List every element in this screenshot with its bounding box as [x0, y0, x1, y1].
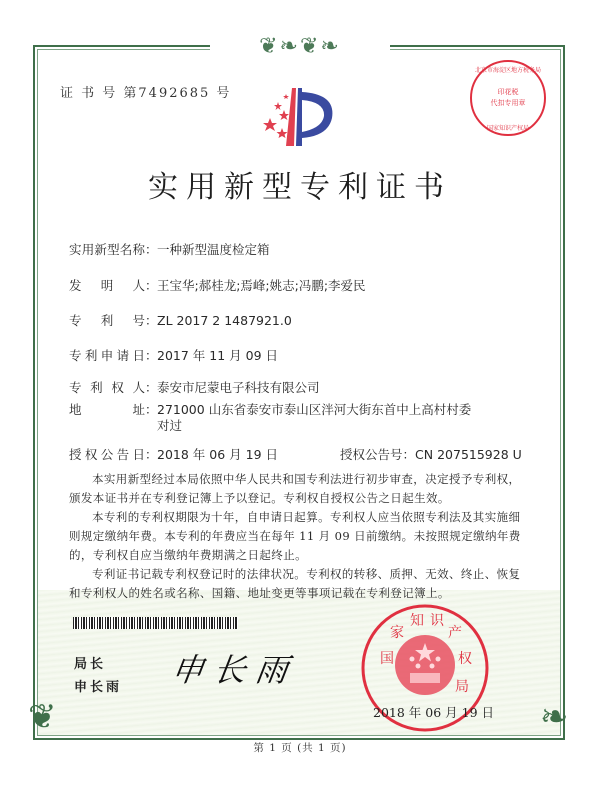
field-value: 一种新型温度检定箱 — [157, 242, 270, 257]
field-label: 发明人 — [69, 278, 145, 293]
field-inventors: 发明人：王宝华;郝桂龙;焉峰;姚志;冯鹏;李爱民 — [69, 278, 366, 293]
svg-text:国家知识产权局: 国家知识产权局 — [486, 125, 530, 132]
cnipa-logo-icon — [258, 80, 338, 150]
field-label: 专利申请日 — [69, 348, 145, 363]
barcode — [73, 617, 238, 629]
signatory-name: 申长雨 — [74, 680, 123, 695]
svg-text:识: 识 — [430, 613, 444, 629]
certificate-title: 实用新型专利证书 — [148, 170, 452, 205]
field-value: 2018 年 06 月 19 日 — [157, 447, 278, 462]
field-utility-model-name: 实用新型名称：一种新型温度检定箱 — [69, 242, 270, 257]
svg-text:产: 产 — [448, 625, 462, 641]
svg-text:国: 国 — [380, 651, 394, 667]
field-value: 王宝华;郝桂龙;焉峰;姚志;冯鹏;李爱民 — [157, 278, 366, 293]
field-patent-number: 专利号：ZL 2017 2 1487921.0 — [69, 313, 292, 328]
seal-date: 2018 年 06 月 19 日 — [373, 705, 494, 720]
top-ornament-icon: ❦❧❦❧ — [210, 36, 390, 58]
svg-text:北京市海淀区地方税务局: 北京市海淀区地方税务局 — [474, 67, 542, 74]
svg-text:代扣专用章: 代扣专用章 — [490, 99, 526, 107]
svg-text:知: 知 — [410, 613, 424, 629]
field-label: 地址 — [69, 402, 145, 417]
field-label: 授权公告日 — [69, 447, 145, 462]
field-publication-number: 授权公告号：CN 207515928 U — [340, 447, 522, 462]
svg-text:印花税: 印花税 — [497, 88, 519, 96]
certificate-number: 证 书 号 第7492685 号 — [60, 86, 232, 101]
corner-ornament-bottom-left-icon: ❦ — [28, 697, 57, 737]
field-grant-announcement-date: 授权公告日：2018 年 06 月 19 日 — [69, 447, 278, 462]
field-label: 实用新型名称 — [69, 242, 145, 257]
field-label: 专利权人 — [69, 380, 145, 395]
field-value: 泰安市尼蒙电子科技有限公司 — [157, 380, 320, 395]
field-address-line2: 对过 — [157, 418, 183, 433]
paragraph-legal-status: 专利证书记载专利权登记时的法律状况。专利权的转移、质押、无效、终止、恢复和专利权人的姓名或名称、国籍、地址变更等事项记载在专利登记簿上。 — [69, 567, 521, 600]
paragraph-grant-statement: 本实用新型经过本局依照中华人民共和国专利法进行初步审查，决定授予专利权，颁发本证书并在专利登记簿上予以登记。专利权自授权公告之日起生效。 — [69, 472, 521, 505]
paragraph-term-and-fees: 本专利的专利权期限为十年，自申请日起算。专利权人应当依照专利法及其实施细则规定缴纳年费。本专利的年费应当在每年 11 月 09 日前缴纳。未按照规定缴纳年费的，专利权自应当缴纳年费期满之日起终止。 — [69, 510, 521, 562]
field-application-date: 专利申请日：2017 年 11 月 09 日 — [69, 348, 278, 363]
field-value: 271000 山东省泰安市泰山区泮河大街东首中上高村村委 — [157, 402, 472, 417]
corner-ornament-bottom-right-icon: ❧ — [540, 697, 569, 737]
svg-text:家: 家 — [390, 625, 404, 641]
signatory-title: 局长 — [74, 657, 107, 672]
field-label: 专利号 — [69, 313, 145, 328]
field-label: 授权公告号 — [340, 447, 403, 462]
field-value: 2017 年 11 月 09 日 — [157, 348, 278, 363]
field-value: ZL 2017 2 1487921.0 — [157, 313, 292, 328]
field-address: 地址：271000 山东省泰安市泰山区泮河大街东首中上高村村委 — [69, 402, 472, 417]
svg-text:权: 权 — [458, 651, 472, 667]
page-number: 第 1 页 (共 1 页) — [253, 742, 347, 754]
handwritten-signature: 申长雨 — [169, 651, 301, 689]
field-patentee: 专利权人：泰安市尼蒙电子科技有限公司 — [69, 380, 320, 395]
tax-stamp-seal-icon — [468, 58, 548, 138]
svg-text:局: 局 — [455, 679, 469, 695]
field-value: CN 207515928 U — [415, 447, 522, 462]
